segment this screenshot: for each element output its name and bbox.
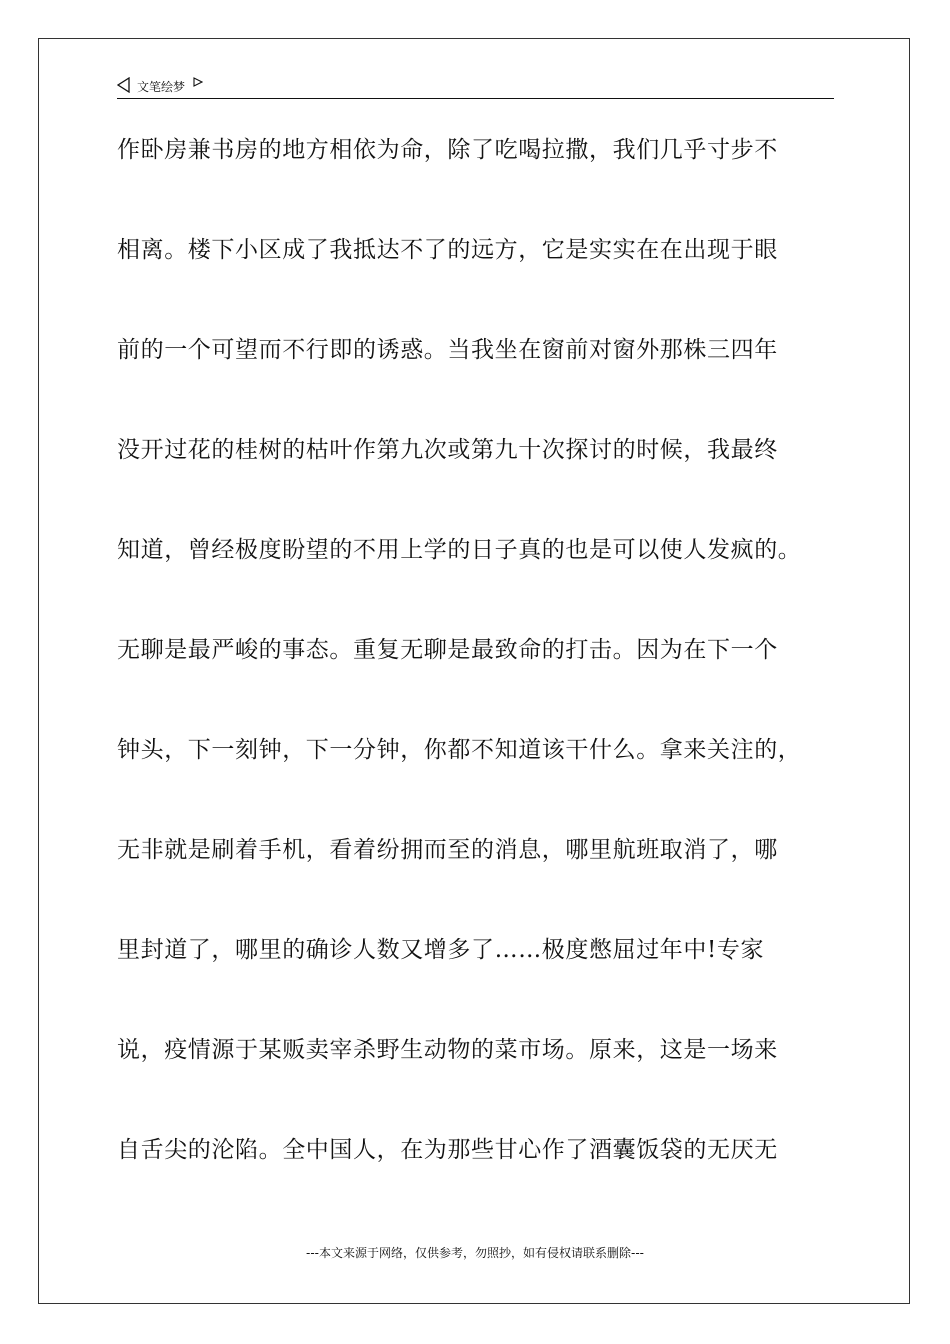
text-line: 自舌尖的沦陷。全中国人，在为那些甘心作了酒囊饭袋的无厌无 <box>117 1137 778 1163</box>
text-line: 没开过花的桂树的枯叶作第九次或第九十次探讨的时候，我最终 <box>117 437 778 463</box>
triangle-right-outline-icon <box>193 76 203 90</box>
text-line: 钟头，下一刻钟，下一分钟，你都不知道该干什么。拿来关注的， <box>117 737 802 763</box>
text-line: 里封道了，哪里的确诊人数又增多了……极度憋屈过年中!专家 <box>117 937 765 963</box>
triangle-left-outline-icon <box>117 77 131 96</box>
text-line: 说，疫情源于某贩卖宰杀野生动物的菜市场。原来，这是一场来 <box>117 1037 778 1063</box>
text-line: 相离。楼下小区成了我抵达不了的远方，它是实实在在出现于眼 <box>117 237 778 263</box>
header-title: 文笔绘梦 <box>137 79 186 94</box>
text-line: 无非就是刷着手机，看着纷拥而至的消息，哪里航班取消了，哪 <box>117 837 778 863</box>
text-line: 前的一个可望而不行即的诱惑。当我坐在窗前对窗外那株三四年 <box>117 337 778 363</box>
body-text <box>117 118 847 1218</box>
text-line: 知道，曾经极度盼望的不用上学的日子真的也是可以使人发疯的。 <box>117 537 802 563</box>
text-line: 无聊是最严峻的事态。重复无聊是最致命的打击。因为在下一个 <box>117 637 778 663</box>
page-header <box>117 74 834 99</box>
footer-disclaimer: ---本文来源于网络，仅供参考，勿照抄，如有侵权请联系删除--- <box>306 1246 644 1260</box>
text-line: 作卧房兼书房的地方相依为命，除了吃喝拉撒，我们几乎寸步不 <box>117 137 778 163</box>
